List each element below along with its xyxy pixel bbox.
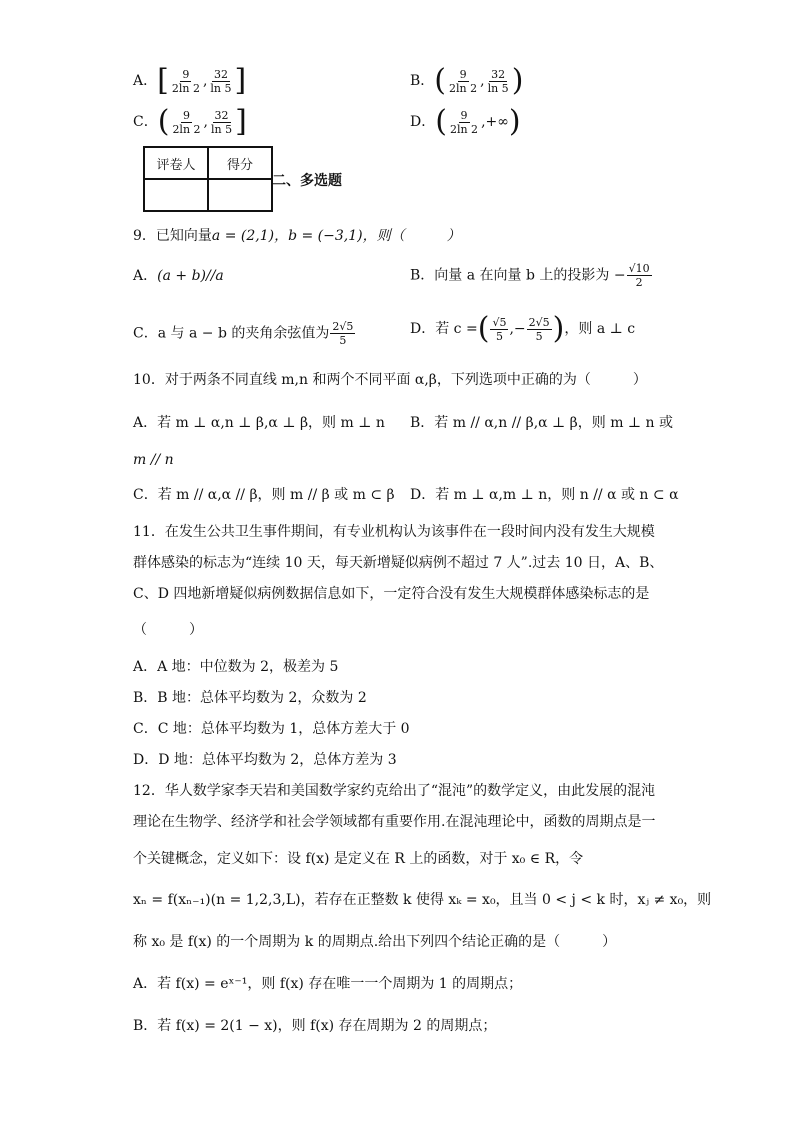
option-label: D． bbox=[410, 114, 436, 130]
bracket: ) bbox=[511, 63, 524, 98]
q12-option-a[interactable]: A．若 f(x) = eˣ⁻¹，则 f(x) 存在唯一一个周期为 1 的周期点； bbox=[133, 976, 523, 992]
bracket: ( bbox=[477, 311, 490, 346]
q11-option-b[interactable]: B．B 地：总体平均数为 2，众数为 2 bbox=[133, 690, 367, 706]
fraction bbox=[448, 109, 480, 136]
q9-stem bbox=[133, 226, 461, 246]
option-text-tail: ，则 a ⊥ c bbox=[564, 321, 636, 337]
q11-line-4: （ ） bbox=[133, 622, 203, 638]
denominator: 5 bbox=[535, 329, 543, 343]
bracket: ] bbox=[235, 104, 247, 139]
separator: , bbox=[203, 114, 208, 130]
score-cell-grader[interactable] bbox=[144, 179, 208, 211]
option-label: C． bbox=[133, 114, 158, 130]
q8-option-c[interactable] bbox=[133, 104, 247, 139]
fraction bbox=[208, 68, 233, 95]
q9-stem-text: 9．已知向量 bbox=[133, 228, 212, 244]
q10-option-b[interactable]: B．若 m // α,n // β,α ⊥ β，则 m ⊥ n 或 bbox=[410, 415, 674, 431]
separator: , bbox=[480, 73, 485, 89]
denominator: ln 5 bbox=[211, 122, 233, 136]
q11-line-3: C、D 四地新增疑似病例数据信息如下，一定符合没有发生大规模群体感染标志的是 bbox=[133, 586, 650, 602]
denominator: ln 5 bbox=[487, 81, 509, 95]
denominator: 2 bbox=[635, 276, 643, 289]
denominator: ln 5 bbox=[210, 81, 232, 95]
option-label: D． bbox=[410, 321, 436, 337]
denominator: 2ln 2 bbox=[171, 81, 200, 95]
fraction bbox=[209, 109, 234, 136]
denominator: 2ln 2 bbox=[172, 122, 201, 136]
q12-line-1: 12．华人数学家李天岩和美国数学家约克给出了“混沌”的数学定义，由此发展的混沌 bbox=[133, 783, 656, 799]
numerator: 9 bbox=[182, 108, 190, 122]
infinity-tail: ,+∞ bbox=[481, 114, 509, 130]
q11-line-2: 群体感染的标志为“连续 10 天，每天新增疑似病例不超过 7 人”.过去 10 日，A、B、 bbox=[133, 555, 664, 571]
numerator: 32 bbox=[214, 108, 229, 122]
q10-option-b-continued: m // n bbox=[133, 452, 174, 468]
option-text: a 与 a − b 的夹角余弦值为 bbox=[157, 325, 330, 342]
score-header-score: 得分 bbox=[208, 147, 272, 179]
bracket: ) bbox=[552, 311, 565, 346]
q10-option-c[interactable]: C．若 m // α,α // β，则 m // β 或 m ⊂ β bbox=[133, 487, 395, 503]
vector-b: b = (−3,1)，则（ ） bbox=[288, 228, 461, 244]
option-label: C． bbox=[133, 325, 158, 342]
fraction bbox=[527, 316, 552, 343]
fraction bbox=[447, 68, 479, 95]
q12-line-5: 称 x₀ 是 f(x) 的一个周期为 k 的周期点.给出下列四个结论正确的是（ ） bbox=[133, 934, 617, 950]
score-cell-score[interactable] bbox=[208, 179, 272, 211]
q8-option-b[interactable] bbox=[410, 63, 524, 98]
option-text: 向量 a 在向量 b 上的投影为 − bbox=[434, 267, 626, 284]
q10-option-d[interactable]: D．若 m ⊥ α,m ⊥ n，则 n // α 或 n ⊂ α bbox=[410, 487, 679, 503]
fraction bbox=[170, 68, 202, 95]
q11-option-a[interactable]: A．A 地：中位数为 2，极差为 5 bbox=[133, 659, 339, 675]
option-label: A． bbox=[133, 268, 158, 284]
denominator: 5 bbox=[495, 329, 503, 343]
q9-option-b[interactable] bbox=[410, 262, 653, 289]
separator: , bbox=[202, 73, 208, 89]
option-text: (a + b)//a bbox=[157, 268, 224, 284]
fraction bbox=[490, 316, 508, 343]
option-label: B． bbox=[410, 73, 435, 89]
numerator: 9 bbox=[460, 108, 468, 122]
bracket: ] bbox=[234, 63, 247, 98]
q11-option-c[interactable]: C．C 地：总体平均数为 1，总体方差大于 0 bbox=[133, 721, 410, 737]
q9-option-a[interactable] bbox=[133, 266, 224, 286]
q8-option-d[interactable] bbox=[410, 104, 521, 139]
q10-stem: 10．对于两条不同直线 m,n 和两个不同平面 α,β，下列选项中正确的为（ ） bbox=[133, 372, 647, 388]
bracket: ) bbox=[508, 104, 521, 139]
vector-a: a = (2,1)， bbox=[211, 228, 289, 244]
bracket: ( bbox=[434, 63, 447, 98]
option-label: A． bbox=[133, 73, 158, 89]
option-text: 若 c = bbox=[435, 321, 478, 337]
bracket: ( bbox=[435, 104, 447, 139]
q12-line-3: 个关键概念，定义如下：设 f(x) 是定义在 R 上的函数，对于 x₀ ∈ R，令 bbox=[133, 851, 584, 867]
q11-option-d[interactable]: D．D 地：总体平均数为 2，总体方差为 3 bbox=[133, 752, 397, 768]
fraction bbox=[627, 262, 652, 289]
numerator: 2√5 bbox=[332, 320, 354, 333]
bracket: [ bbox=[157, 63, 169, 98]
score-box bbox=[143, 146, 273, 212]
denominator: 2ln 2 bbox=[449, 122, 479, 136]
fraction bbox=[330, 320, 355, 347]
q9-option-d[interactable] bbox=[410, 311, 636, 346]
q11-line-1: 11．在发生公共卫生事件期间，有专业机构认为该事件在一段时间内没有发生大规模 bbox=[133, 524, 655, 540]
numerator: √10 bbox=[628, 262, 650, 275]
q12-option-b[interactable]: B．若 f(x) = 2(1 − x)，则 f(x) 存在周期为 2 的周期点； bbox=[133, 1018, 497, 1034]
denominator: 5 bbox=[339, 334, 347, 347]
numerator: 9 bbox=[459, 67, 467, 81]
section-title: 二、多选题 bbox=[272, 173, 342, 189]
numerator: 32 bbox=[491, 67, 506, 81]
bracket: ( bbox=[157, 104, 170, 139]
separator: ,− bbox=[509, 321, 526, 337]
fraction bbox=[170, 109, 202, 136]
option-label: B． bbox=[410, 267, 435, 284]
numerator: 9 bbox=[182, 67, 190, 81]
fraction bbox=[486, 68, 511, 95]
numerator: 32 bbox=[213, 67, 228, 81]
denominator: 2ln 2 bbox=[449, 81, 478, 95]
q8-option-a[interactable] bbox=[133, 63, 247, 98]
score-header-grader: 评卷人 bbox=[144, 147, 208, 179]
q12-line-2: 理论在生物学、经济学和社会学领域都有重要作用.在混沌理论中，函数的周期点是一 bbox=[133, 814, 656, 830]
q10-option-a[interactable]: A．若 m ⊥ α,n ⊥ β,α ⊥ β，则 m ⊥ n bbox=[133, 415, 385, 431]
q12-line-4: xₙ = f(xₙ₋₁)(n = 1,2,3,L)，若存在正整数 k 使得 xₖ = x₀，且当 0 < j < k 时，xⱼ ≠ x₀，则 bbox=[133, 892, 712, 908]
q9-option-c[interactable] bbox=[133, 320, 356, 347]
numerator: 2√5 bbox=[528, 315, 550, 329]
numerator: √5 bbox=[492, 315, 507, 329]
